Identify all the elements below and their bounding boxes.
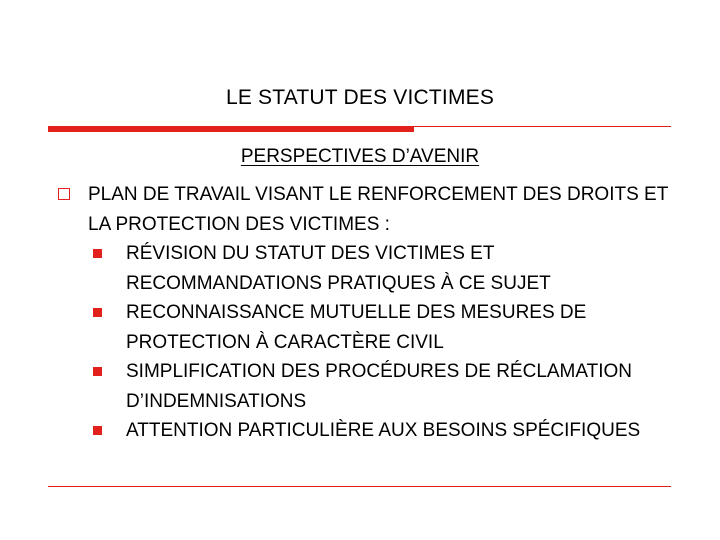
main-bullet-item (55, 180, 680, 239)
sub-bullet-item (55, 357, 680, 416)
sub-bullet-text: RECONNAISSANCE MUTUELLE DES MESURES DE PROTECTION À CARACTÈRE CIVIL (126, 302, 587, 353)
sub-bullet-item (55, 239, 680, 298)
sub-bullet-text: ATTENTION PARTICULIÈRE AUX BESOINS SPÉCIFIQUES (126, 420, 641, 441)
filled-square-icon (93, 308, 102, 317)
sub-bullet-item (55, 416, 680, 446)
filled-square-icon (93, 249, 102, 258)
slide-title: LE STATUT DES VICTIMES (225, 86, 495, 109)
title-divider-thick (48, 126, 414, 132)
filled-square-icon (93, 426, 102, 435)
main-bullet-text: PLAN DE TRAVAIL VISANT LE RENFORCEMENT DES DROITS ET LA PROTECTION DES VICTIMES : (88, 184, 668, 235)
sub-bullet-text: SIMPLIFICATION DES PROCÉDURES DE RÉCLAMATION D’INDEMNISATIONS (126, 361, 633, 412)
bottom-divider (48, 486, 671, 487)
title-divider-thin (414, 126, 671, 127)
filled-square-icon (93, 367, 102, 376)
bullet-list (55, 180, 680, 446)
sub-bullet-text: RÉVISION DU STATUT DES VICTIMES ET RECOMMANDATIONS PRATIQUES À CE SUJET (126, 243, 551, 294)
hollow-square-icon (58, 188, 70, 200)
slide-subtitle: PERSPECTIVES D’AVENIR (240, 146, 480, 167)
sub-bullet-item (55, 298, 680, 357)
